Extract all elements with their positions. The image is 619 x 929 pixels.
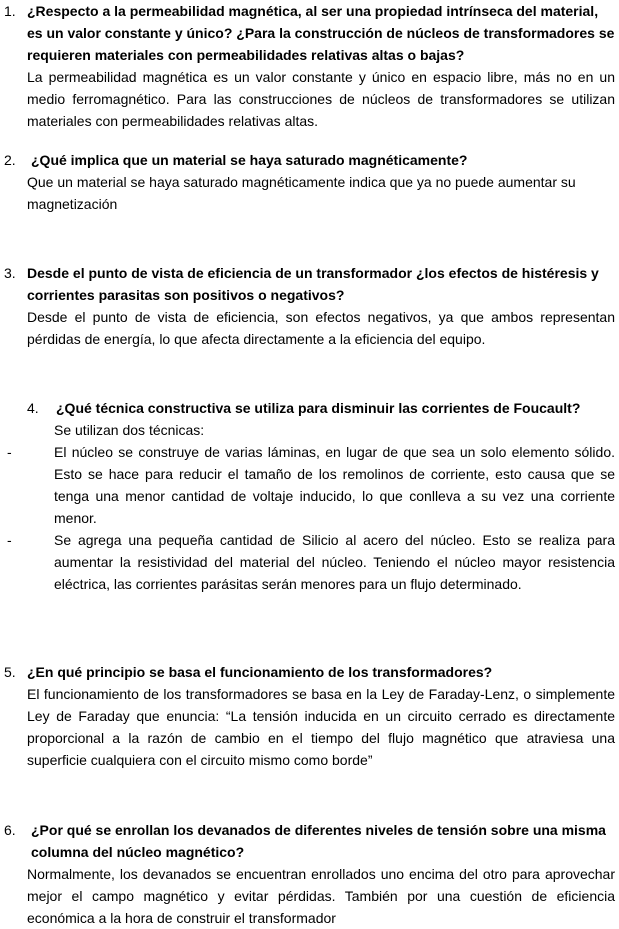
question-5 bbox=[0, 661, 619, 771]
answer-text: La permeabilidad magnética es un valor constante y único en espacio libre, más no en un medio ferromagnético. Para las construcciones de núcleos de transformadores se utilizan materiales con permeabilidades relativas altas. bbox=[27, 69, 615, 129]
question-4 bbox=[0, 397, 619, 595]
question-1 bbox=[0, 0, 619, 132]
question-number: 4. bbox=[27, 400, 39, 416]
question-title: Desde el punto de vista de eficiencia de un transformador ¿los efectos de histéresis y corrientes parasitas son positivos o negativos? bbox=[27, 265, 599, 303]
question-title: ¿En qué principio se basa el funcionamiento de los transformadores? bbox=[27, 664, 493, 680]
answer-text: Que un material se haya saturado magnéticamente indica que ya no puede aumentar su magnetización bbox=[27, 174, 576, 212]
list-item bbox=[0, 441, 619, 529]
answer-text: El funcionamiento de los transformadores se basa en la Ley de Faraday-Lenz, o simplemente Ley de Faraday que enuncia: “La tensión inducida en un circuito cerrado es directamente proporcional a la razón de cambio en el tiempo del flujo magnético que atraviesa una superficie cualquiera con el circuito mismo como borde” bbox=[27, 686, 615, 768]
question-title: ¿Respecto a la permeabilidad magnética, al ser una propiedad intrínseca del material, es un valor constante y único? ¿Para la construcción de núcleos de transformadores se requieren materiales con permeabilidades relativas altas o bajas? bbox=[27, 3, 615, 63]
question-6 bbox=[0, 819, 619, 929]
list-item-text: El núcleo se construye de varias láminas, en lugar de que sea un solo elemento sólido. Esto se hace para reducir el tamaño de los remolinos de corriente, esto causa que se tenga una menor cantidad de voltaje inducido, lo que conlleva a su vez una corriente menor. bbox=[54, 444, 615, 526]
answer-text: Normalmente, los devanados se encuentran enrollados uno encima del otro para aprovechar mejor el campo magnético y evitar pérdidas. También por una cuestión de eficiencia económica a la hora de construir el transformador bbox=[27, 866, 615, 926]
question-title: ¿Por qué se enrollan los devanados de diferentes niveles de tensión sobre una misma columna del núcleo magnético? bbox=[31, 822, 606, 860]
question-title: ¿Qué implica que un material se haya saturado magnéticamente? bbox=[31, 152, 468, 168]
answer-intro: Se utilizan dos técnicas: bbox=[54, 422, 205, 438]
question-3 bbox=[0, 262, 619, 350]
question-number: 2. bbox=[4, 152, 16, 168]
list-item-text: Se agrega una pequeña cantidad de Silicio al acero del núcleo. Esto se realiza para aumentar la resistividad del material del núcleo. Teniendo el núcleo mayor resistencia eléctrica, las corrientes parásitas serán menores para un flujo determinado. bbox=[54, 532, 615, 592]
bullet-dash: - bbox=[7, 532, 12, 548]
question-title: ¿Qué técnica constructiva se utiliza para disminuir las corrientes de Foucault? bbox=[56, 400, 581, 416]
bullet-dash: - bbox=[7, 444, 12, 460]
question-number: 5. bbox=[4, 664, 16, 680]
question-number: 3. bbox=[4, 265, 16, 281]
question-2 bbox=[0, 149, 619, 215]
question-number: 6. bbox=[4, 822, 16, 838]
answer-text: Desde el punto de vista de eficiencia, son efectos negativos, ya que ambos representan pérdidas de energía, lo que afecta directamente a la eficiencia del equipo. bbox=[27, 309, 615, 347]
question-number: 1. bbox=[4, 3, 16, 19]
list-item bbox=[0, 529, 619, 595]
